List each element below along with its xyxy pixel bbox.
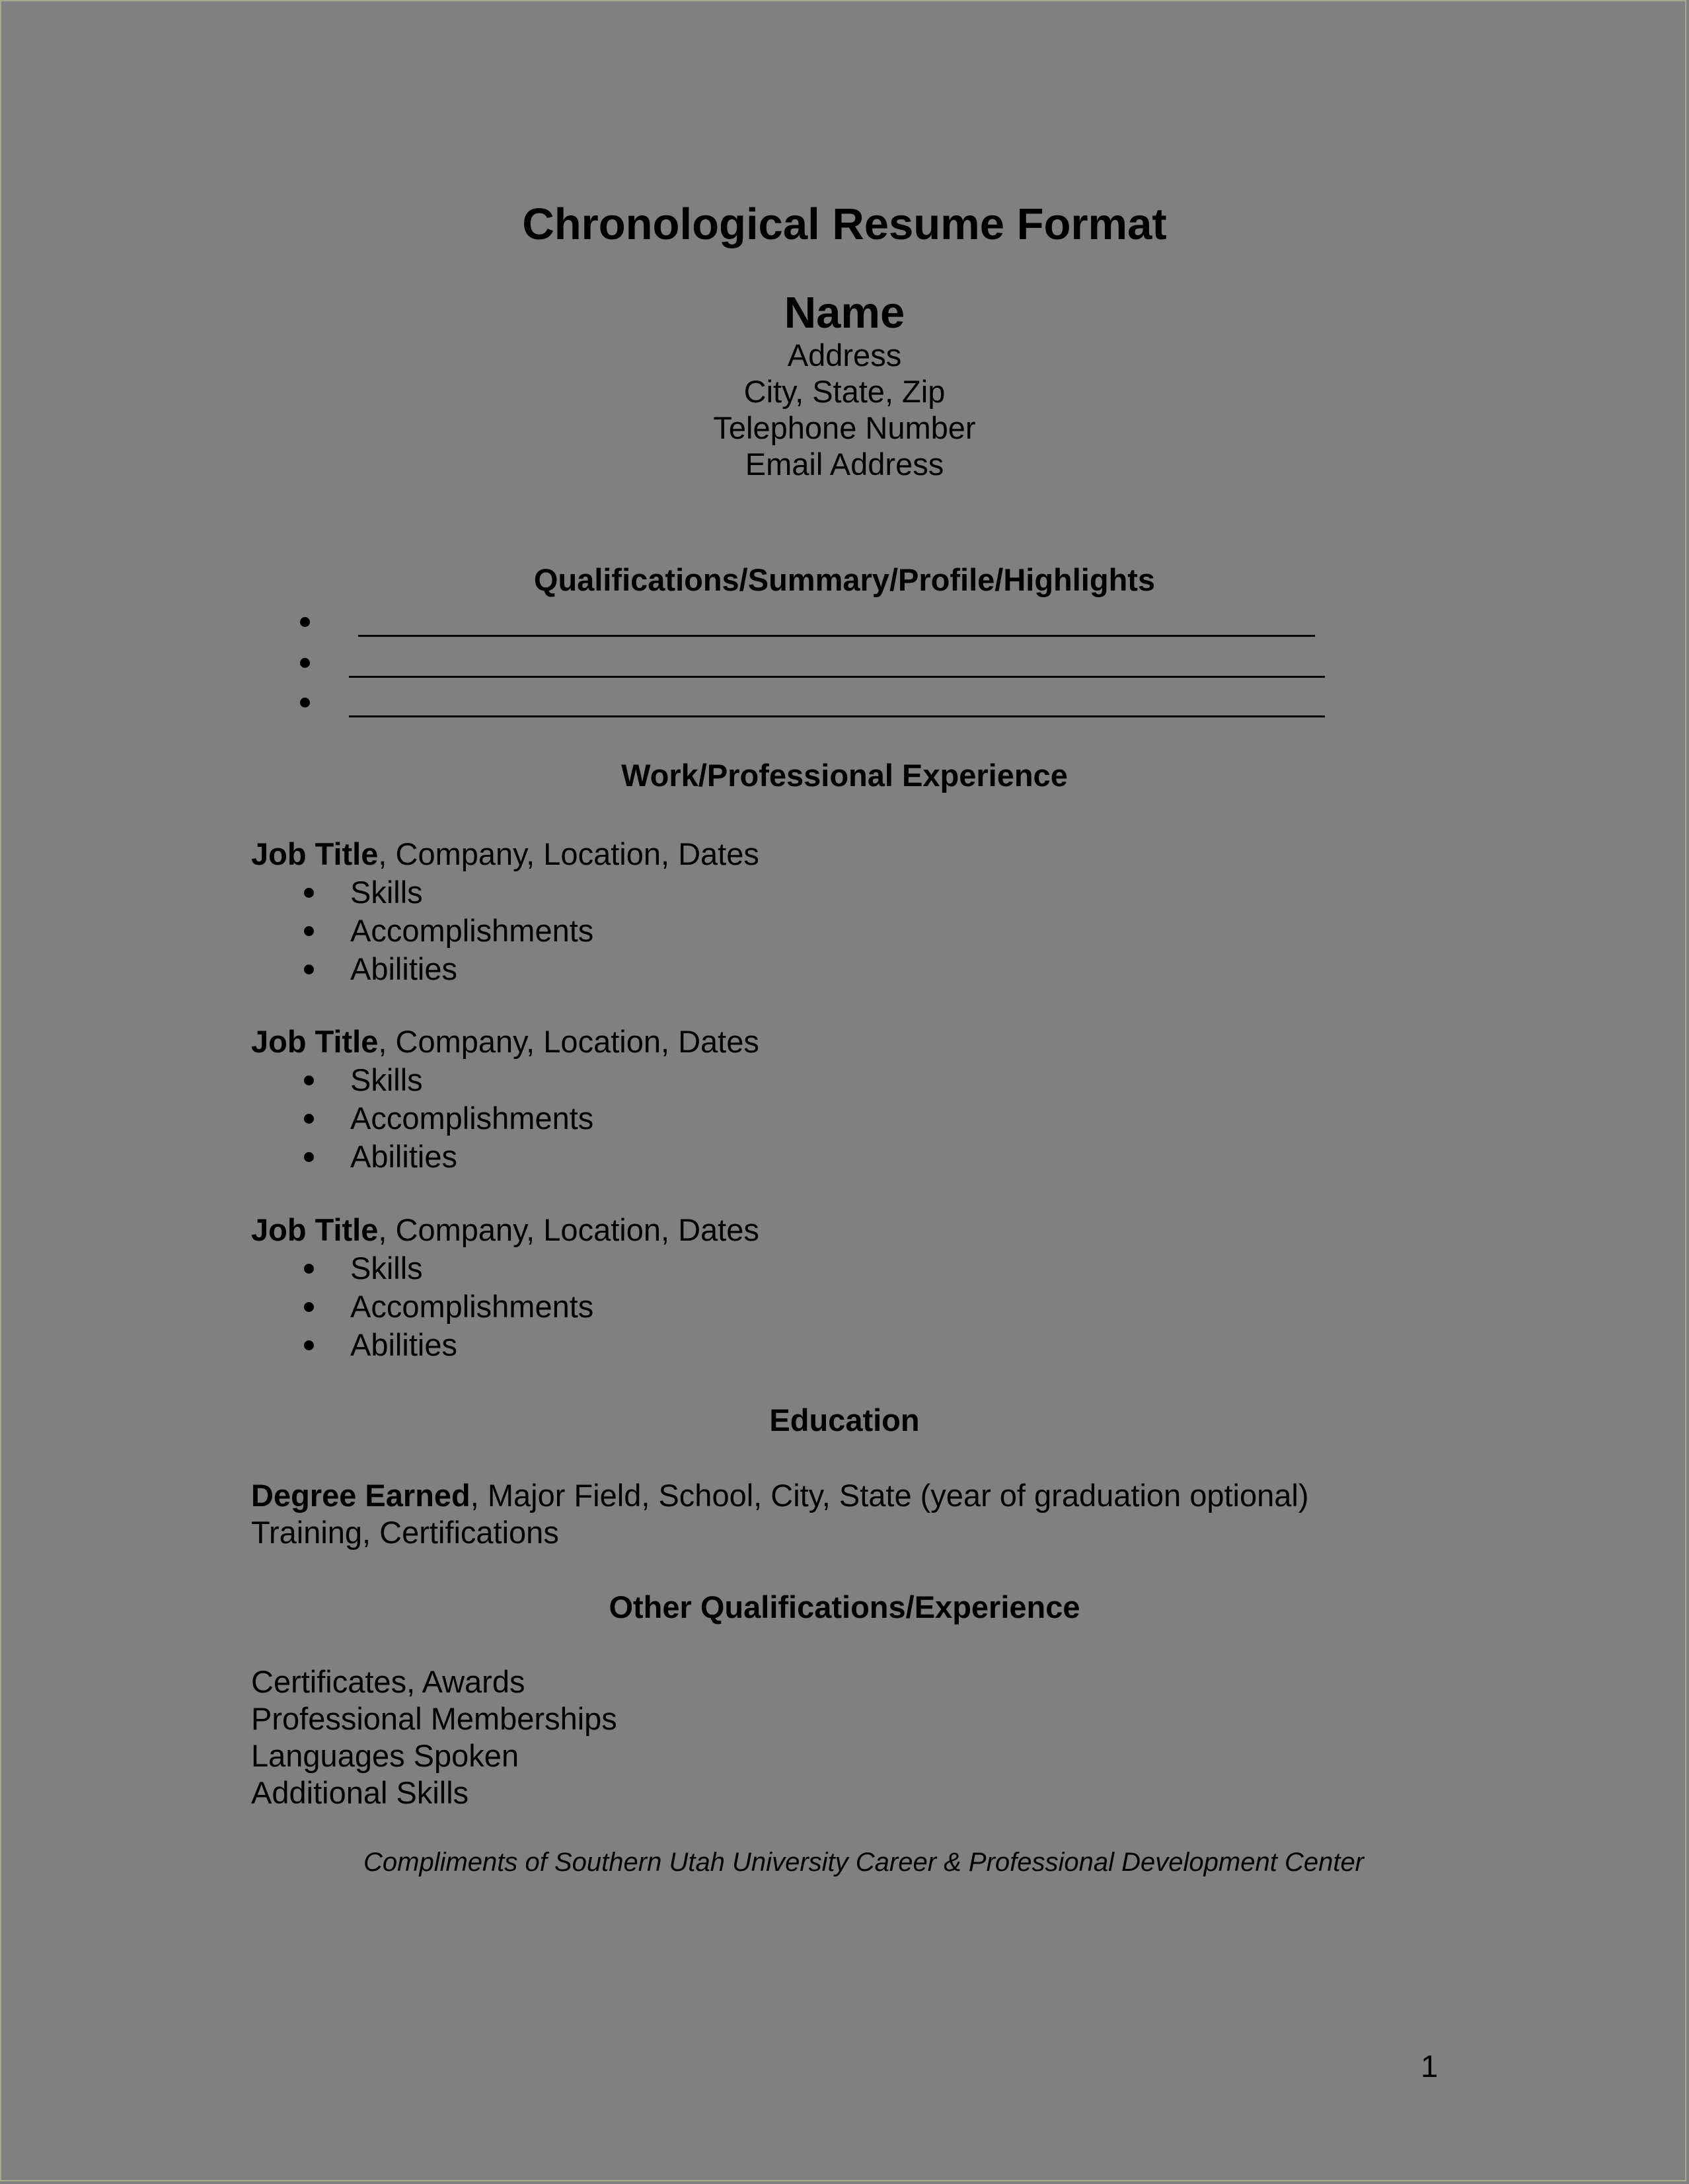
job-header xyxy=(251,835,1573,873)
job-list-item xyxy=(251,873,1573,912)
job-item-text: Skills xyxy=(350,1062,423,1097)
bullet-icon xyxy=(304,1152,314,1162)
job-details: , Company, Location, Dates xyxy=(378,836,759,871)
contact-email: Email Address xyxy=(745,447,944,482)
bullet-icon xyxy=(300,617,310,627)
training-line: Training, Certifications xyxy=(251,1515,559,1550)
bullet-icon xyxy=(304,965,314,974)
job-title: Job Title xyxy=(251,1212,379,1247)
job-entry-3 xyxy=(251,1211,1573,1364)
blank-fill-line xyxy=(358,635,1315,637)
bullet-icon xyxy=(304,1264,314,1274)
contact-phone: Telephone Number xyxy=(713,410,976,445)
degree-label: Degree Earned xyxy=(251,1478,470,1513)
qualification-bullet-3 xyxy=(1,683,1686,723)
job-list-item xyxy=(251,1138,1573,1176)
job-item-text: Accomplishments xyxy=(350,913,594,948)
page-number: 1 xyxy=(1421,2049,1439,2084)
blank-fill-line xyxy=(349,715,1325,717)
job-list-item xyxy=(251,1326,1573,1364)
job-list-item xyxy=(251,950,1573,988)
job-item-text: Abilities xyxy=(350,1327,457,1362)
job-item-text: Abilities xyxy=(350,1139,457,1174)
job-title: Job Title xyxy=(251,836,379,871)
bullet-icon xyxy=(304,1075,314,1085)
document-title: Chronological Resume Format xyxy=(522,200,1167,249)
qualification-bullet-1 xyxy=(1,602,1686,642)
job-details: , Company, Location, Dates xyxy=(378,1212,759,1247)
bullet-icon xyxy=(304,1340,314,1350)
bullet-icon xyxy=(300,698,310,708)
job-list-item xyxy=(251,1061,1573,1099)
job-header xyxy=(251,1211,1573,1249)
job-list-item xyxy=(251,1249,1573,1288)
other-item: Professional Memberships xyxy=(251,1701,617,1736)
job-entry-1 xyxy=(251,835,1573,988)
footer-note: Compliments of Southern Utah University Career & Professional Development Center xyxy=(363,1848,1365,1877)
education-block xyxy=(251,1477,1639,1551)
qualifications-heading: Qualifications/Summary/Profile/Highlights xyxy=(533,562,1156,597)
resume-name: Name xyxy=(784,288,905,338)
job-entry-2 xyxy=(251,1023,1573,1176)
blank-fill-line xyxy=(349,676,1325,678)
bullet-icon xyxy=(304,926,314,936)
bullet-icon xyxy=(300,658,310,668)
job-details: , Company, Location, Dates xyxy=(378,1024,759,1059)
job-item-text: Accomplishments xyxy=(350,1101,594,1136)
bullet-icon xyxy=(304,1302,314,1312)
contact-address: Address xyxy=(787,338,902,373)
other-item: Certificates, Awards xyxy=(251,1664,525,1699)
education-heading: Education xyxy=(769,1402,920,1438)
contact-city-state-zip: City, State, Zip xyxy=(743,374,946,409)
job-item-text: Abilities xyxy=(350,951,457,986)
job-list-item xyxy=(251,1099,1573,1138)
job-list-item xyxy=(251,912,1573,950)
other-item: Additional Skills xyxy=(251,1775,469,1810)
job-header xyxy=(251,1023,1573,1061)
contact-block xyxy=(1,337,1686,482)
degree-details: , Major Field, School, City, State (year of graduation optional) xyxy=(470,1478,1309,1513)
job-item-text: Accomplishments xyxy=(350,1289,594,1324)
job-item-text: Skills xyxy=(350,1251,423,1286)
degree-line xyxy=(251,1477,1639,1514)
other-item: Languages Spoken xyxy=(251,1738,519,1773)
job-list-item xyxy=(251,1288,1573,1326)
bullet-icon xyxy=(304,888,314,898)
bullet-icon xyxy=(304,1114,314,1124)
other-qualifications-block xyxy=(251,1663,1639,1811)
qualification-bullet-2 xyxy=(1,643,1686,683)
other-qualifications-heading: Other Qualifications/Experience xyxy=(609,1589,1080,1624)
job-title: Job Title xyxy=(251,1024,379,1059)
experience-heading: Work/Professional Experience xyxy=(621,758,1068,793)
job-item-text: Skills xyxy=(350,875,423,910)
